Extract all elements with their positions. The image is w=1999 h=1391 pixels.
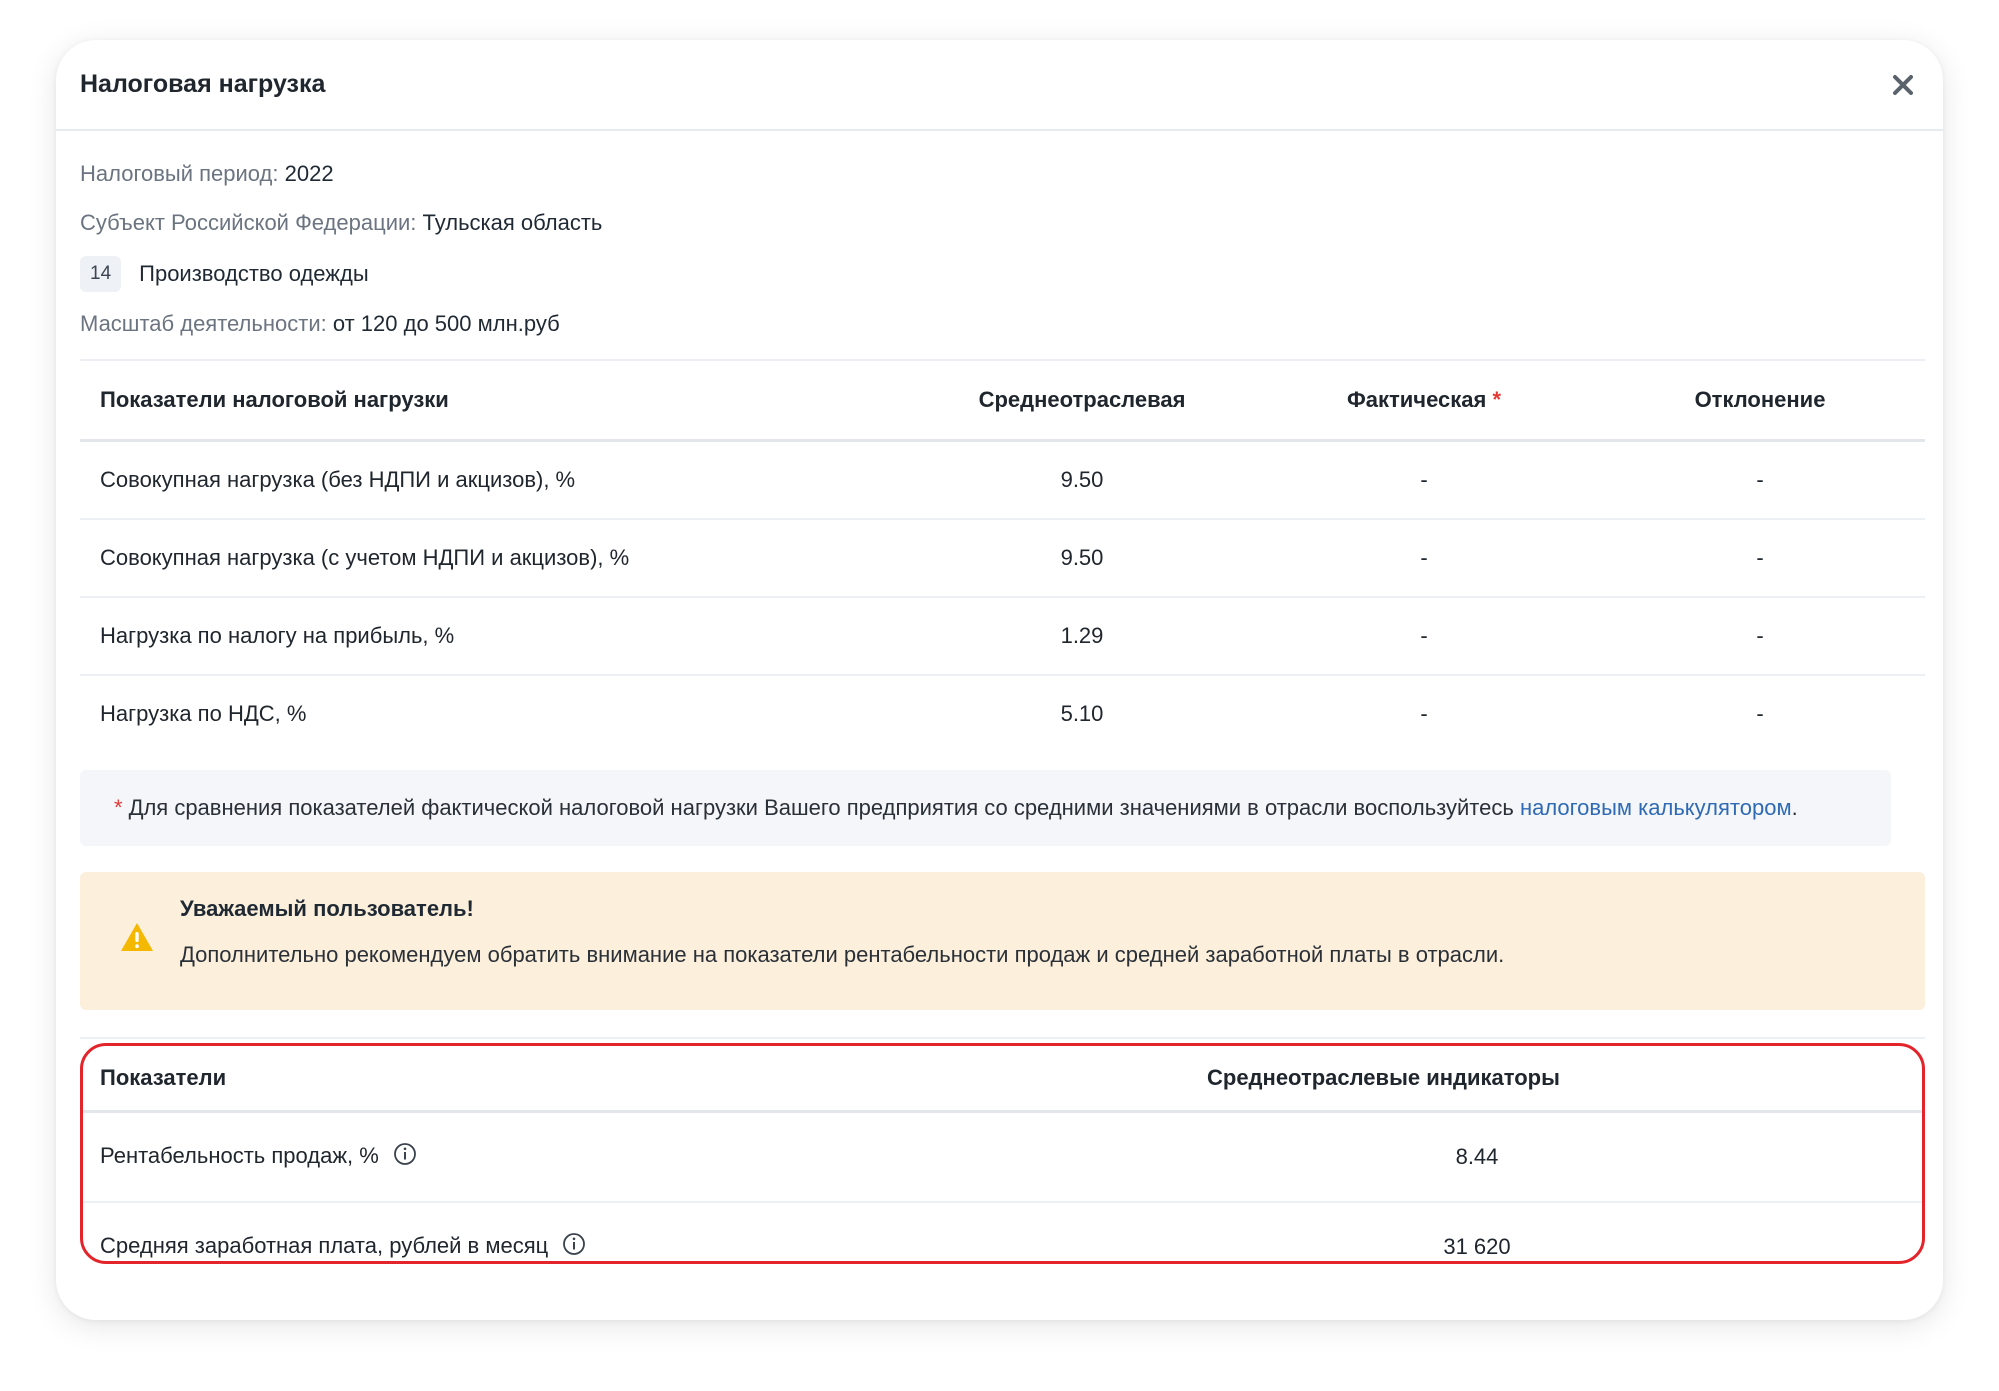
row-deviation: -: [1595, 519, 1925, 597]
row-average: 9.50: [911, 519, 1253, 597]
tax-calculator-link[interactable]: налоговым калькулятором: [1519, 795, 1792, 820]
indicator-value: 31 620: [1443, 1234, 1511, 1259]
section-divider: [80, 1037, 1925, 1039]
okved-code-badge: 14: [80, 256, 121, 292]
header-industry-indicators: Среднеотраслевые индикаторы: [1151, 1046, 1922, 1112]
header-indicators: Показатели: [83, 1046, 1151, 1112]
row-actual: -: [1253, 519, 1595, 597]
indicator-name: [83, 1112, 1151, 1203]
modal-title: Налоговая нагрузка: [80, 70, 326, 98]
scale-label: Масштаб деятельности:: [80, 311, 327, 336]
row-deviation: -: [1756, 701, 1764, 726]
table-row: [80, 519, 1925, 597]
indicators-header-row: [83, 1046, 1922, 1112]
info-icon[interactable]: [393, 1142, 417, 1172]
scale-line: [80, 309, 1923, 339]
note-end: .: [1791, 795, 1798, 820]
row-average: 5.10: [1060, 701, 1104, 726]
indicators-highlight: [80, 1043, 1925, 1264]
scale-value: от 120 до 500 млн.руб: [332, 311, 560, 336]
table-row: [80, 675, 1925, 752]
warning-triangle-icon: [120, 922, 154, 957]
indicator-name: [83, 1202, 1151, 1264]
modal-header: [56, 40, 1943, 131]
indicator-value: 8.44: [1151, 1112, 1922, 1203]
tax-burden-table: [80, 359, 1925, 752]
close-icon[interactable]: [1883, 65, 1923, 105]
header-deviation: Отклонение: [1595, 360, 1925, 441]
table-row: [83, 1202, 1922, 1264]
header-actual: [1253, 360, 1595, 441]
row-actual: -: [1420, 701, 1428, 726]
modal-body: [56, 159, 1943, 1264]
row-actual: -: [1253, 441, 1595, 520]
row-name: Совокупная нагрузка (с учетом НДПИ и акцизов), %: [80, 519, 911, 597]
tax-period-label: Налоговый период:: [80, 161, 279, 186]
row-actual: -: [1253, 597, 1595, 675]
header-actual-label: Фактическая: [1346, 387, 1487, 412]
indicator-label: Рентабельность продаж, %: [100, 1143, 379, 1168]
row-deviation: -: [1595, 597, 1925, 675]
required-star: *: [1492, 387, 1502, 412]
okved-line: [80, 256, 1923, 292]
tax-period-value: 2022: [284, 161, 334, 186]
row-average: 1.29: [911, 597, 1253, 675]
region-label: Субъект Российской Федерации:: [80, 210, 417, 235]
okved-name: Производство одежды: [139, 261, 369, 286]
row-name: Нагрузка по НДС, %: [100, 701, 307, 726]
region-line: [80, 208, 1923, 238]
note-text: Для сравнения показателей фактической налоговой нагрузки Вашего предприятия со средними значениями в отрасли воспользуйтесь: [128, 795, 1514, 820]
tax-period-line: [80, 159, 1923, 189]
row-average: 9.50: [911, 441, 1253, 520]
table-row: [83, 1112, 1922, 1203]
calculator-note: [80, 770, 1891, 846]
table-row: [80, 597, 1925, 675]
info-icon[interactable]: [562, 1232, 586, 1262]
warning-text: Дополнительно рекомендуем обратить внимание на показатели рентабельности продаж и средней заработной платы в отрасли.: [180, 942, 1505, 967]
tax-burden-modal: [56, 40, 1943, 1320]
table-row: [80, 441, 1925, 520]
indicators-table: [83, 1046, 1922, 1264]
row-deviation: -: [1595, 441, 1925, 520]
row-name: Совокупная нагрузка (без НДПИ и акцизов), %: [80, 441, 911, 520]
warning-alert: [80, 872, 1925, 1010]
header-average: Среднеотраслевая: [911, 360, 1253, 441]
table-header-row: [80, 360, 1925, 441]
indicator-label: Средняя заработная плата, рублей в месяц: [100, 1233, 549, 1258]
row-name: Нагрузка по налогу на прибыль, %: [80, 597, 911, 675]
warning-title: Уважаемый пользователь!: [180, 896, 474, 921]
note-star: *: [114, 795, 123, 820]
region-value: Тульская область: [422, 210, 603, 235]
header-indicator: Показатели налоговой нагрузки: [80, 360, 911, 441]
